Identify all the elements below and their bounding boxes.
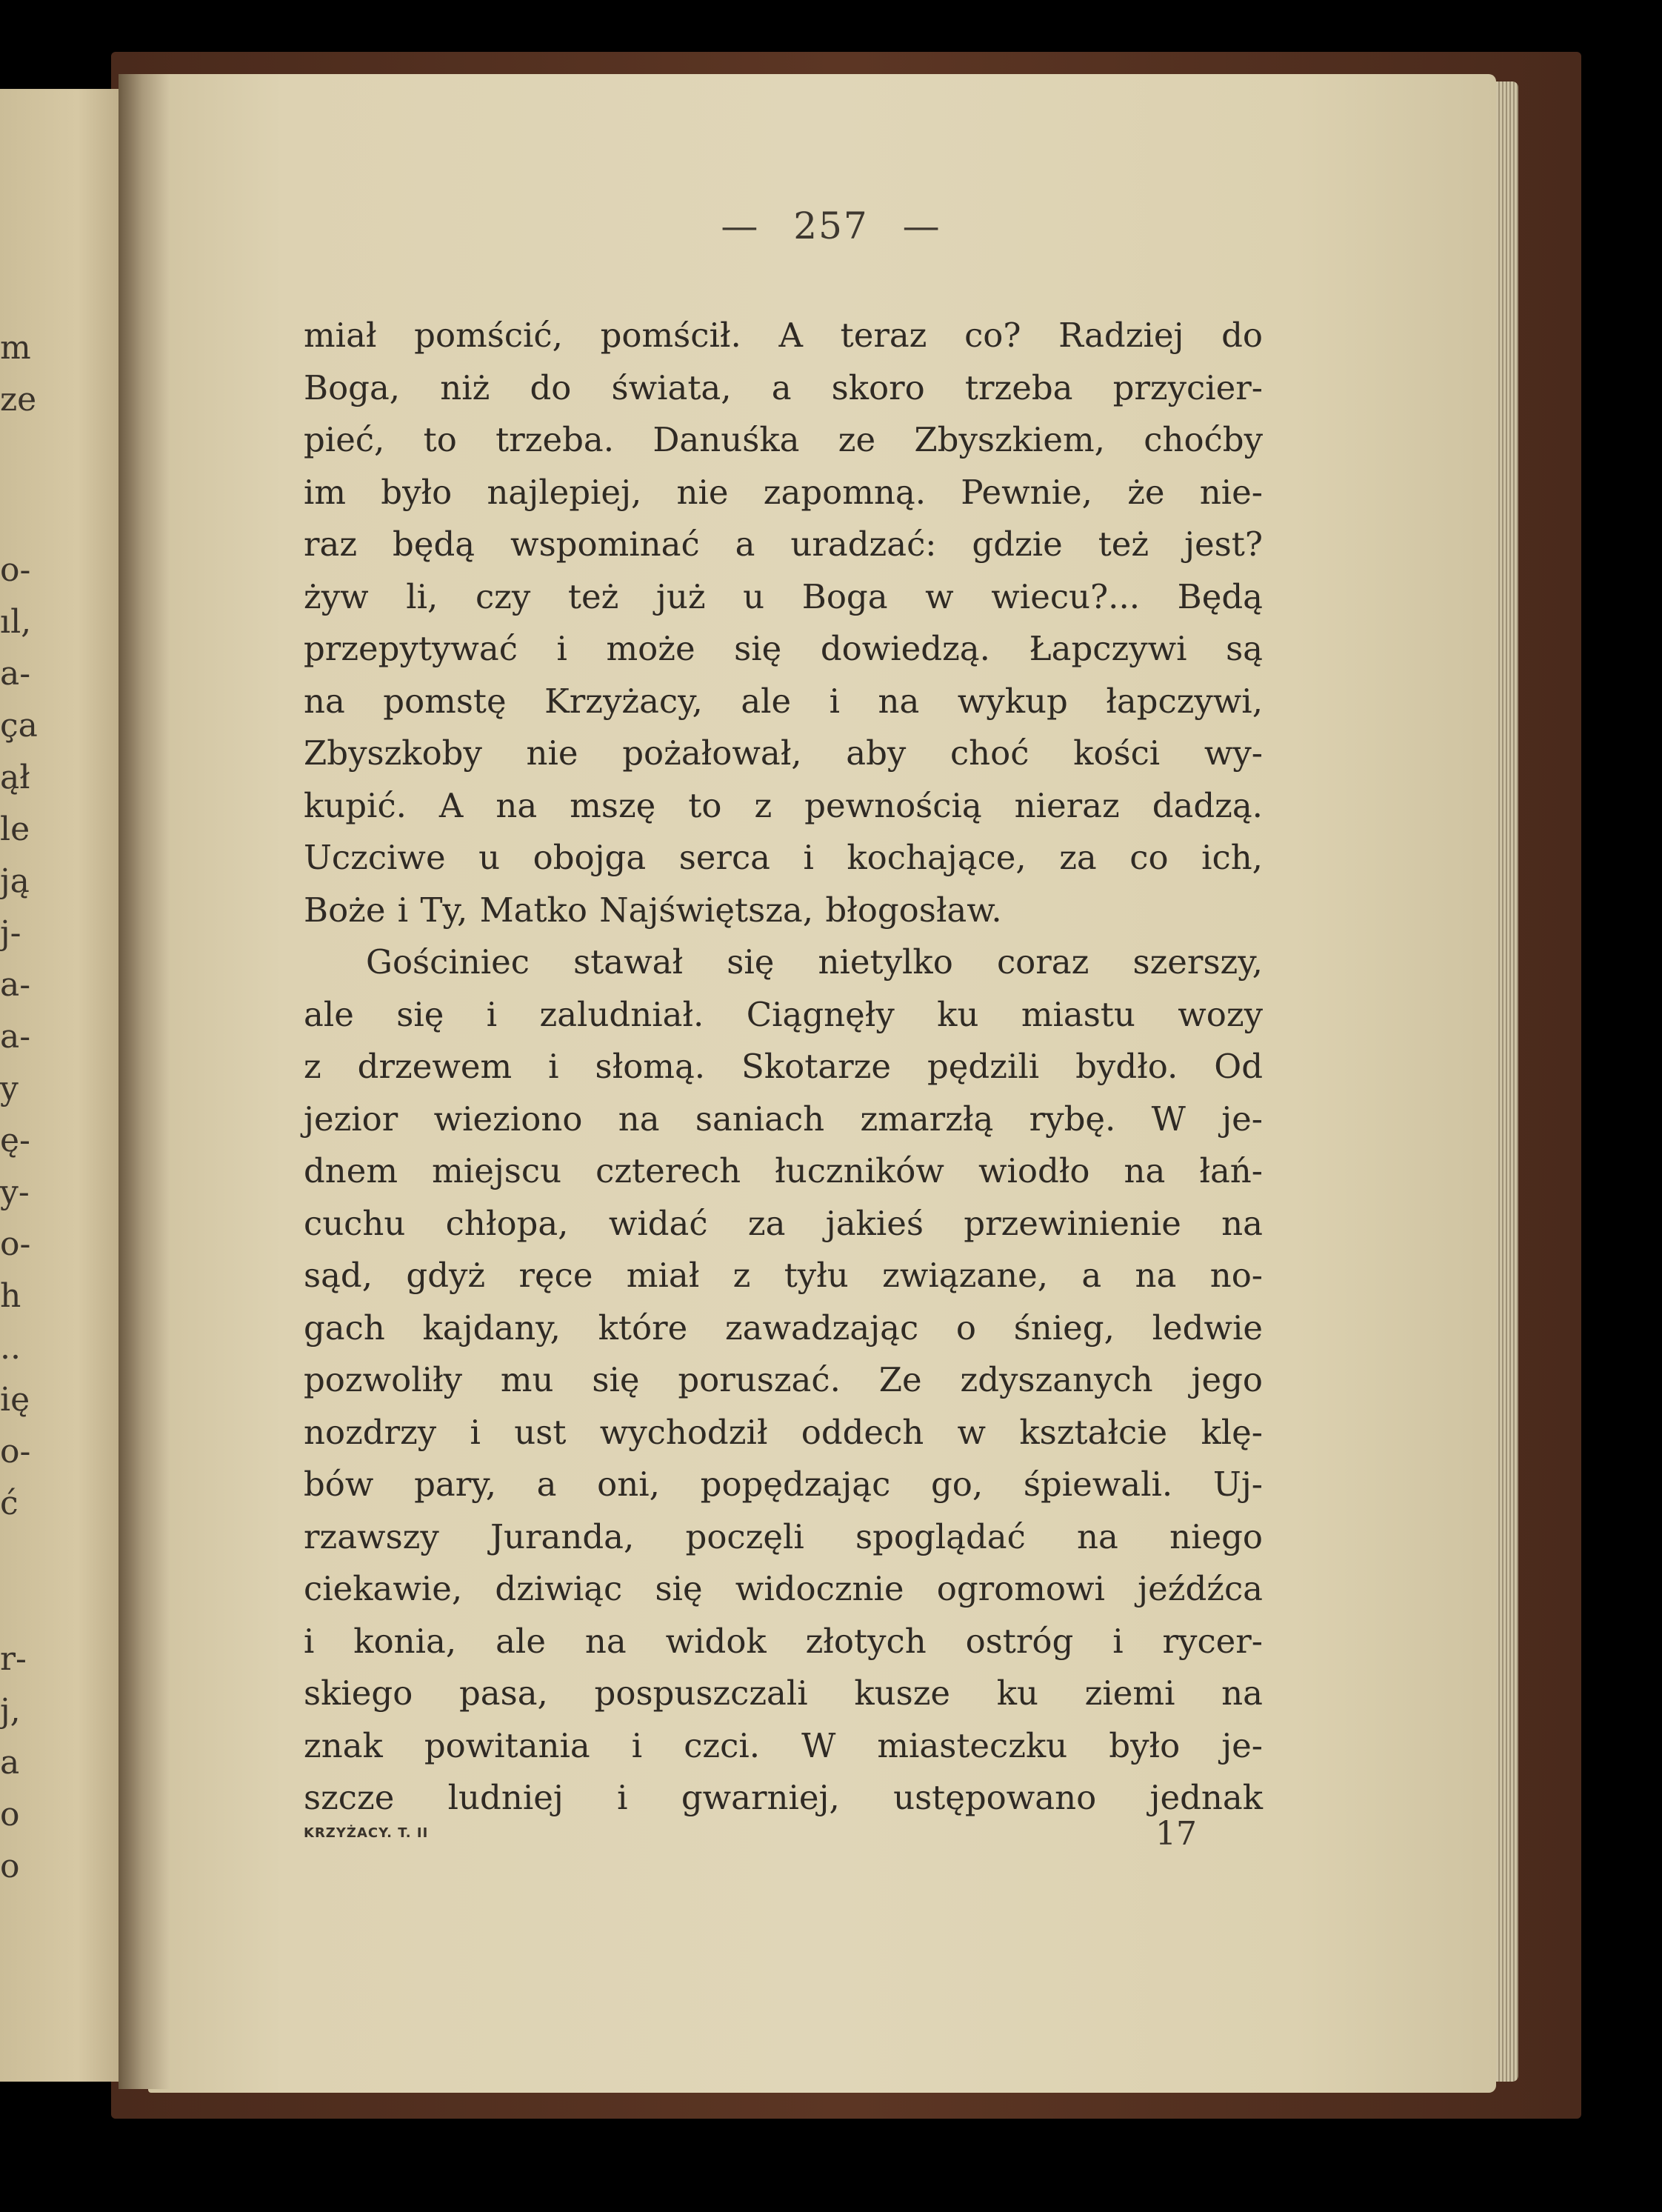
left-fragment: a-: [0, 966, 31, 1004]
text-line: kupić. A na mszę to z pewnością nieraz dadzą.: [304, 785, 1263, 825]
text-line: dnem miejscu czterech łuczników wiodło na łań-: [304, 1151, 1263, 1190]
left-fragment: o-: [0, 1433, 31, 1470]
left-fragment: o-: [0, 551, 31, 589]
left-fragment: o-: [0, 1225, 31, 1263]
left-fragment: a: [0, 1744, 20, 1782]
text-line: pieć, to trzeba. Danuśka ze Zbyszkiem, choćby: [304, 420, 1263, 459]
text-line: cuchu chłopa, widać za jakieś przewinienie na: [304, 1203, 1263, 1243]
text-line: żyw li, czy też już u Boga w wiecu?... Będą: [304, 576, 1263, 616]
text-line: i konia, ale na widok złotych ostróg i rycer-: [304, 1621, 1263, 1661]
text-line: nozdrzy i ust wychodził oddech w kształcie klę-: [304, 1412, 1263, 1452]
text-line: im było najlepiej, nie zapomną. Pewnie, że nie-: [304, 472, 1263, 512]
page-number: 257: [793, 204, 869, 247]
left-fragment: ę-: [0, 1122, 30, 1159]
text-line: pozwoliły mu się poruszać. Ze zdyszanych jego: [304, 1360, 1263, 1399]
left-fragment: ça: [0, 707, 38, 744]
left-fragment: ıl,: [0, 603, 32, 641]
gutter-shadow: [119, 74, 170, 2089]
left-fragment: ..: [0, 1329, 21, 1367]
header-dash-left: —: [721, 204, 760, 247]
header-dash-right: —: [902, 204, 941, 247]
text-line: szcze ludniej i gwarniej, ustępowano jednak: [304, 1778, 1263, 1817]
text-line: skiego pasa, pospuszczali kusze ku ziemi na: [304, 1673, 1263, 1713]
left-fragment: m: [0, 329, 31, 367]
left-fragment: le: [0, 810, 30, 848]
left-fragment: ze: [0, 381, 37, 419]
left-fragment: ię: [0, 1381, 30, 1419]
page-number-header: [0, 204, 1662, 247]
left-page-fragments: [0, 89, 130, 2082]
text-line: Gościniec stawał się nietylko coraz szerszy,: [366, 942, 1263, 982]
left-fragment: y: [0, 1070, 19, 1107]
left-fragment: a-: [0, 655, 31, 693]
footer-signature: KRZYŻACY. T. II: [304, 1825, 429, 1841]
text-line: raz będą wspominać a uradzać: gdzie też jest?: [304, 524, 1263, 564]
left-fragment: j,: [0, 1692, 21, 1730]
text-line: miał pomścić, pomścił. A teraz co? Radziej do: [304, 316, 1263, 355]
text-line: znak powitania i czci. W miasteczku było je-: [304, 1725, 1263, 1765]
left-fragment: o: [0, 1796, 20, 1833]
text-line: Zbyszkoby nie pożałował, aby choć kości wy-: [304, 733, 1263, 773]
left-fragment: r-: [0, 1640, 27, 1678]
left-fragment: y-: [0, 1173, 30, 1211]
left-fragment: ją: [0, 862, 30, 900]
text-line: bów pary, a oni, popędzając go, śpiewali. Uj-: [304, 1465, 1263, 1504]
text-line: rzawszy Juranda, poczęli spoglądać na niego: [304, 1516, 1263, 1556]
sheet-number: 17: [1155, 1815, 1197, 1853]
text-line: ale się i zaludniał. Ciągnęły ku miastu wozy: [304, 994, 1263, 1034]
page-footer: [304, 1815, 1197, 1859]
text-line: gach kajdany, które zawadzając o śnieg, ledwie: [304, 1307, 1263, 1347]
text-line: na pomstę Krzyżacy, ale i na wykup łapczywi,: [304, 681, 1263, 721]
left-fragment: h: [0, 1277, 21, 1315]
left-fragment: a-: [0, 1018, 31, 1056]
left-page: [0, 89, 130, 2082]
left-fragment: ć: [0, 1485, 19, 1522]
text-line: ciekawie, dziwiąc się widocznie ogromowi jeźdźca: [304, 1569, 1263, 1608]
left-fragment: o: [0, 1848, 20, 1885]
text-line: Boże i Ty, Matko Najświętsza, błogosław.: [304, 890, 1002, 930]
text-line: Uczciwe u obojga serca i kochające, za co ich,: [304, 838, 1263, 877]
left-fragment: j-: [0, 914, 21, 952]
left-fragment: ął: [0, 759, 30, 796]
text-line: Boga, niż do świata, a skoro trzeba przycier-: [304, 367, 1263, 407]
text-line: sąd, gdyż ręce miał z tyłu związane, a na no-: [304, 1256, 1263, 1295]
text-line: jezior wieziono na saniach zmarzłą rybę. W je-: [304, 1099, 1263, 1139]
body-text: [304, 310, 1263, 1825]
text-line: przepytywać i może się dowiedzą. Łapczywi są: [304, 629, 1263, 668]
text-line: z drzewem i słomą. Skotarze pędzili bydło. Od: [304, 1047, 1263, 1086]
